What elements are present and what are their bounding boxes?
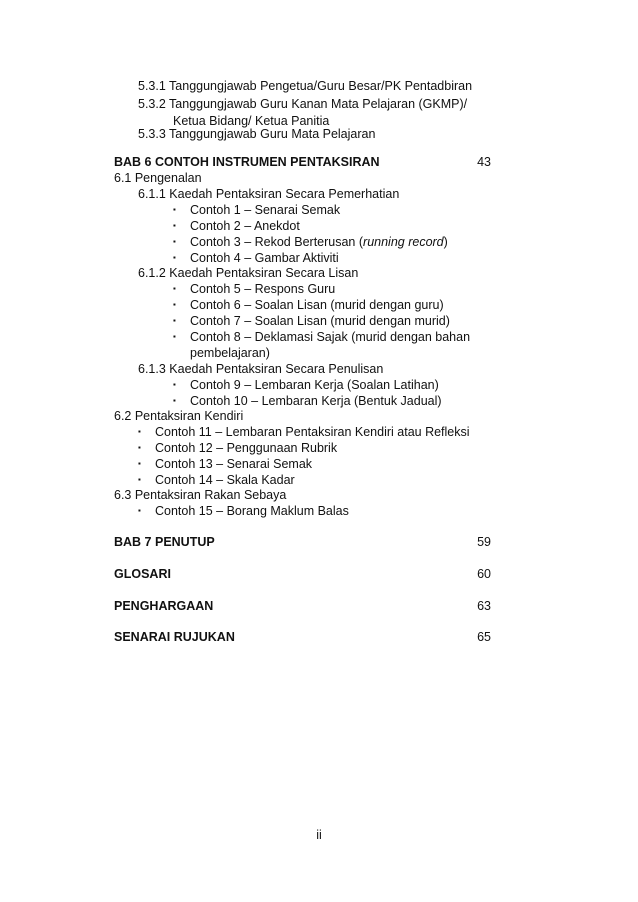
toc-entry-6-2: 6.2 Pentaksiran Kendiri [114,409,244,423]
page-number: ii [316,828,322,842]
toc-penghargaan-page: 63 [477,599,491,613]
bullet-icon: ▪ [173,237,176,246]
toc-entry-6-1-2: 6.1.2 Kaedah Pentaksiran Secara Lisan [138,266,359,280]
bullet-icon: ▪ [173,253,176,262]
bullet-icon: ▪ [138,475,141,484]
toc-entry-5-3-1: 5.3.1 Tanggungjawab Pengetua/Guru Besar/PK Pentadbiran [138,79,473,93]
toc-item-contoh-9: Contoh 9 – Lembaran Kerja (Soalan Latihan) [190,378,439,392]
toc-entry-6-1-3: 6.1.3 Kaedah Pentaksiran Secara Penulisan [138,362,384,376]
toc-item-contoh-14: Contoh 14 – Skala Kadar [155,473,295,487]
toc-rujukan-title: SENARAI RUJUKAN [114,630,235,644]
toc-chapter-7-page: 59 [477,535,491,549]
toc-penghargaan-title: PENGHARGAAN [114,599,214,613]
toc-chapter-7-title: BAB 7 PENUTUP [114,535,215,549]
toc-item-contoh-1: Contoh 1 – Senarai Semak [190,203,341,217]
toc-item-contoh-3: Contoh 3 – Rekod Berterusan (running record) [190,235,448,249]
toc-item-contoh-7: Contoh 7 – Soalan Lisan (murid dengan murid) [190,314,450,328]
toc-entry-5-3-2: 5.3.2 Tanggungjawab Guru Kanan Mata Pelajaran (GKMP)/ [138,97,468,111]
toc-entry-6-1-1: 6.1.1 Kaedah Pentaksiran Secara Pemerhatian [138,187,400,201]
toc-glosari-page: 60 [477,567,491,581]
toc-rujukan-page: 65 [477,630,491,644]
bullet-icon: ▪ [138,459,141,468]
bullet-icon: ▪ [173,316,176,325]
bullet-icon: ▪ [173,221,176,230]
bullet-icon: ▪ [138,443,141,452]
toc-item-contoh-6: Contoh 6 – Soalan Lisan (murid dengan guru) [190,298,444,312]
bullet-icon: ▪ [173,380,176,389]
toc-item-contoh-8-cont: pembelajaran) [190,346,270,360]
bullet-icon: ▪ [138,427,141,436]
toc-chapter-6-title: BAB 6 CONTOH INSTRUMEN PENTAKSIRAN [114,155,380,169]
toc-item-contoh-15: Contoh 15 – Borang Maklum Balas [155,504,349,518]
bullet-icon: ▪ [138,506,141,515]
toc-item-contoh-10: Contoh 10 – Lembaran Kerja (Bentuk Jadual) [190,394,442,408]
toc-item-contoh-12: Contoh 12 – Penggunaan Rubrik [155,441,338,455]
toc-entry-5-3-2-cont: Ketua Bidang/ Ketua Panitia [173,114,330,128]
toc-item-contoh-4: Contoh 4 – Gambar Aktiviti [190,251,339,265]
toc-item-contoh-8: Contoh 8 – Deklamasi Sajak (murid dengan bahan [190,330,471,344]
toc-chapter-6-page: 43 [477,155,491,169]
bullet-icon: ▪ [173,332,176,341]
toc-item-contoh-5: Contoh 5 – Respons Guru [190,282,336,296]
toc-glosari-title: GLOSARI [114,567,171,581]
bullet-icon: ▪ [173,205,176,214]
toc-entry-5-3-3: 5.3.3 Tanggungjawab Guru Mata Pelajaran [138,127,376,141]
bullet-icon: ▪ [173,284,176,293]
toc-item-contoh-13: Contoh 13 – Senarai Semak [155,457,313,471]
toc-entry-6-1: 6.1 Pengenalan [114,171,202,185]
toc-item-contoh-11: Contoh 11 – Lembaran Pentaksiran Kendiri atau Refleksi [155,425,470,439]
toc-item-contoh-2: Contoh 2 – Anekdot [190,219,300,233]
toc-entry-6-3: 6.3 Pentaksiran Rakan Sebaya [114,488,287,502]
bullet-icon: ▪ [173,396,176,405]
bullet-icon: ▪ [173,300,176,309]
